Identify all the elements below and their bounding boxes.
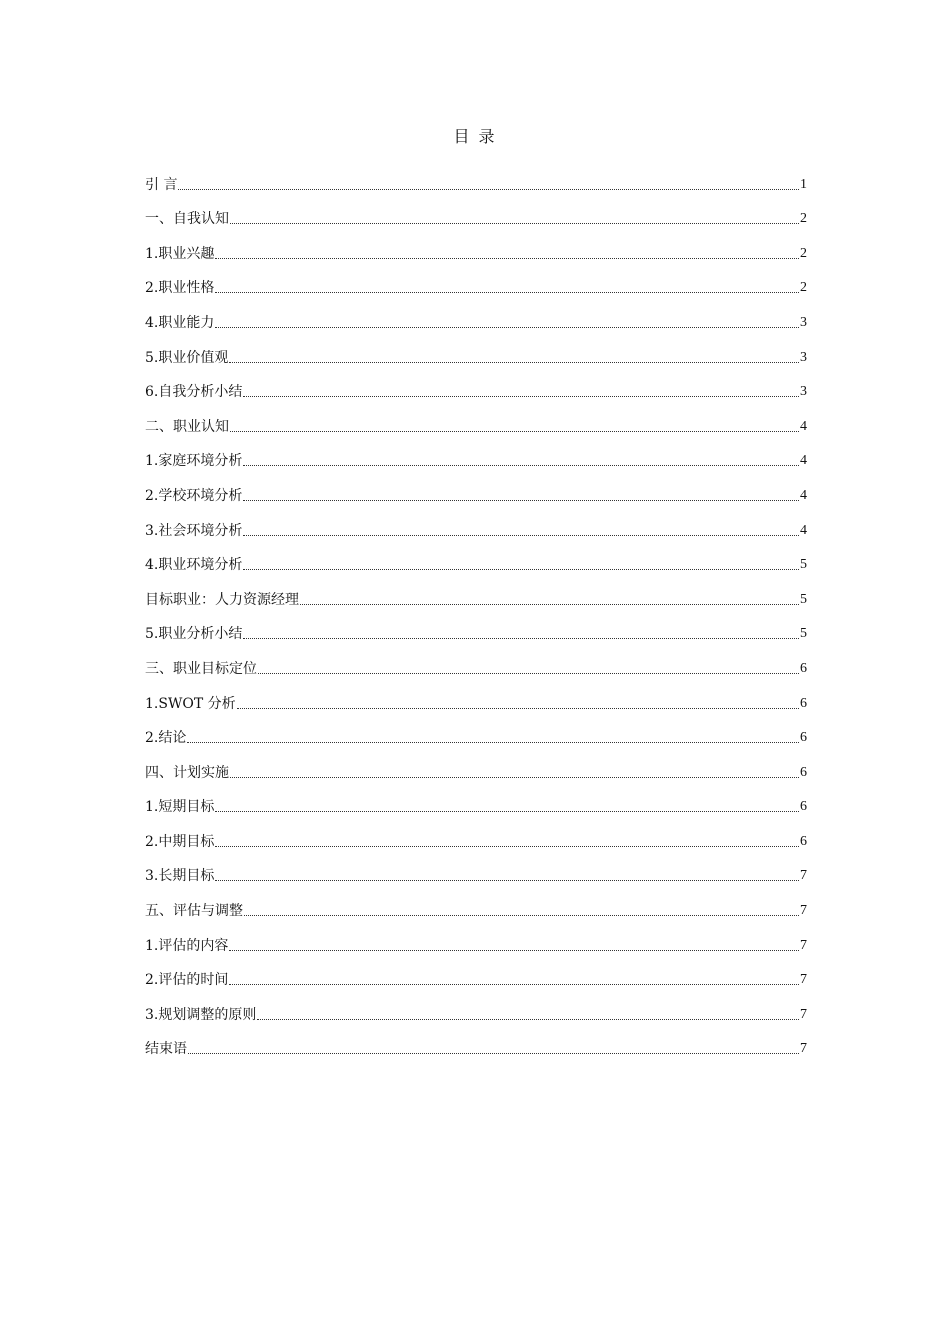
- toc-entry-label: 三、职业目标定位: [145, 660, 257, 677]
- toc-entry-label: 2.学校环境分析: [145, 487, 243, 504]
- toc-entry-label: 引 言: [145, 176, 178, 193]
- toc-entry-page: 2: [800, 245, 807, 261]
- toc-entry[interactable]: [145, 644, 807, 679]
- toc-entry[interactable]: [145, 368, 807, 403]
- toc-entry-page: 6: [800, 660, 807, 676]
- toc-dot-leader: [243, 535, 799, 536]
- toc-entry[interactable]: [145, 437, 807, 472]
- table-of-contents: [145, 160, 807, 1059]
- toc-entry-label: 3.社会环境分析: [145, 522, 243, 539]
- toc-entry-label: 四、计划实施: [145, 764, 229, 781]
- toc-entry-label: 1.评估的内容: [145, 937, 229, 954]
- toc-dot-leader: [229, 362, 799, 363]
- toc-dot-leader: [215, 811, 799, 812]
- toc-dot-leader: [243, 396, 799, 397]
- toc-dot-leader: [215, 880, 799, 881]
- toc-entry-page: 2: [800, 280, 807, 296]
- toc-entry[interactable]: [145, 748, 807, 783]
- toc-entry-page: 1: [800, 176, 807, 192]
- toc-dot-leader: [230, 777, 799, 778]
- toc-entry[interactable]: [145, 990, 807, 1025]
- toc-entry-label: 一、自我认知: [145, 211, 229, 228]
- toc-entry-label: 6.自我分析小结: [145, 384, 243, 401]
- toc-dot-leader: [243, 500, 799, 501]
- toc-entry-page: 7: [800, 868, 807, 884]
- toc-entry[interactable]: [145, 333, 807, 368]
- toc-dot-leader: [229, 984, 799, 985]
- toc-dot-leader: [243, 638, 799, 639]
- toc-entry-label: 1.SWOT 分析: [145, 695, 236, 712]
- toc-entry-label: 五、评估与调整: [145, 903, 243, 920]
- toc-entry[interactable]: [145, 956, 807, 991]
- toc-entry-page: 7: [800, 937, 807, 953]
- toc-entry-label: 4.职业能力: [145, 314, 215, 331]
- toc-dot-leader: [237, 708, 799, 709]
- toc-entry[interactable]: [145, 852, 807, 887]
- toc-dot-leader: [230, 223, 799, 224]
- toc-entry-page: 7: [800, 1041, 807, 1057]
- toc-dot-leader: [215, 327, 799, 328]
- toc-entry-label: 2.评估的时间: [145, 972, 229, 989]
- toc-entry-page: 7: [800, 972, 807, 988]
- toc-entry[interactable]: [145, 679, 807, 714]
- toc-entry[interactable]: [145, 886, 807, 921]
- toc-entry[interactable]: [145, 714, 807, 749]
- toc-entry-label: 目标职业：人力资源经理: [145, 591, 299, 608]
- toc-dot-leader: [243, 465, 799, 466]
- toc-entry-page: 6: [800, 695, 807, 711]
- toc-entry-page: 5: [800, 557, 807, 573]
- toc-entry-page: 3: [800, 384, 807, 400]
- toc-entry[interactable]: [145, 783, 807, 818]
- toc-entry[interactable]: [145, 298, 807, 333]
- toc-entry-label: 2.结论: [145, 730, 187, 747]
- toc-entry[interactable]: [145, 575, 807, 610]
- toc-dot-leader: [257, 1019, 799, 1020]
- toc-dot-leader: [187, 742, 799, 743]
- toc-entry-page: 3: [800, 349, 807, 365]
- toc-entry-label: 1.家庭环境分析: [145, 453, 243, 470]
- toc-entry-label: 2.中期目标: [145, 833, 215, 850]
- toc-entry[interactable]: [145, 817, 807, 852]
- toc-dot-leader: [215, 846, 799, 847]
- toc-entry[interactable]: [145, 229, 807, 264]
- toc-entry-page: 4: [800, 487, 807, 503]
- toc-entry-page: 5: [800, 626, 807, 642]
- toc-entry-page: 4: [800, 418, 807, 434]
- toc-dot-leader: [243, 569, 799, 570]
- toc-entry-label: 4.职业环境分析: [145, 557, 243, 574]
- toc-entry-page: 4: [800, 522, 807, 538]
- toc-dot-leader: [230, 431, 799, 432]
- toc-entry[interactable]: [145, 264, 807, 299]
- toc-entry[interactable]: [145, 506, 807, 541]
- toc-entry-page: 6: [800, 764, 807, 780]
- toc-dot-leader: [258, 673, 799, 674]
- toc-entry[interactable]: [145, 610, 807, 645]
- toc-entry[interactable]: [145, 402, 807, 437]
- toc-entry-page: 7: [800, 903, 807, 919]
- toc-entry-label: 5.职业价值观: [145, 349, 229, 366]
- toc-entry-label: 结束语: [145, 1041, 187, 1058]
- toc-dot-leader: [244, 915, 799, 916]
- toc-entry[interactable]: [145, 195, 807, 230]
- toc-dot-leader: [229, 950, 799, 951]
- toc-entry-page: 4: [800, 453, 807, 469]
- toc-dot-leader: [188, 1053, 799, 1054]
- toc-entry-page: 6: [800, 833, 807, 849]
- toc-entry-page: 3: [800, 314, 807, 330]
- toc-entry-label: 5.职业分析小结: [145, 626, 243, 643]
- toc-entry-label: 1.短期目标: [145, 799, 215, 816]
- toc-entry-page: 2: [800, 211, 807, 227]
- toc-dot-leader: [300, 604, 799, 605]
- toc-entry-label: 二、职业认知: [145, 418, 229, 435]
- toc-entry-label: 1.职业兴趣: [145, 245, 215, 262]
- toc-entry-page: 5: [800, 591, 807, 607]
- toc-title: 目 录: [453, 127, 497, 146]
- toc-entry-label: 2.职业性格: [145, 280, 215, 297]
- toc-dot-leader: [178, 189, 799, 190]
- toc-entry-page: 6: [800, 730, 807, 746]
- toc-entry-page: 7: [800, 1006, 807, 1022]
- toc-dot-leader: [215, 258, 799, 259]
- toc-entry-label: 3.规划调整的原则: [145, 1006, 257, 1023]
- toc-entry[interactable]: [145, 1025, 807, 1060]
- toc-entry[interactable]: [145, 471, 807, 506]
- toc-entry[interactable]: [145, 160, 807, 195]
- toc-entry-label: 3.长期目标: [145, 868, 215, 885]
- toc-dot-leader: [215, 292, 799, 293]
- toc-entry[interactable]: [145, 921, 807, 956]
- toc-entry[interactable]: [145, 541, 807, 576]
- toc-entry-page: 6: [800, 799, 807, 815]
